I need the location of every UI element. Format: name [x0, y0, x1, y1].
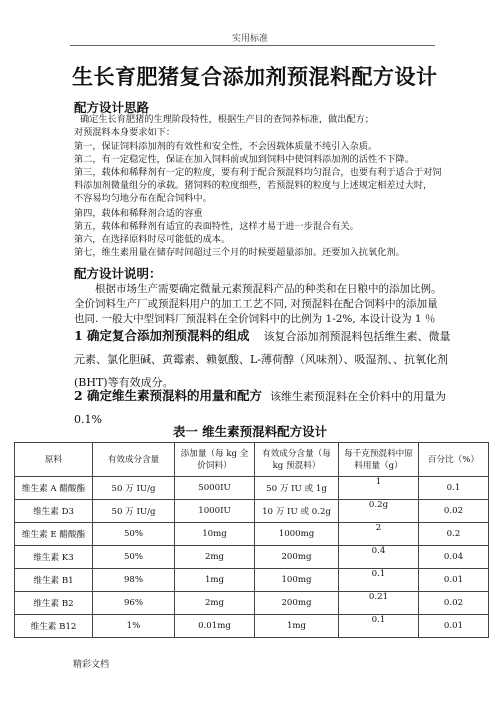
cell-content: 96% [93, 592, 175, 615]
cell-content: 98% [93, 569, 175, 592]
explanation-line: 全价饲料生产厂或预混料用户的加工工艺不同, 对预混料在配合饲料中的添加量 [74, 298, 438, 310]
approach-item: 第二，有一定稳定性，保证在加入饲料前或加到饲料中使饲料添加剂的活性不下降。 [74, 154, 414, 165]
page-footer: 精彩文档 [73, 660, 110, 670]
section-2-line: 0.1% [74, 413, 102, 426]
cell-dose: 0.01mg [175, 615, 255, 638]
cell-percent: 0.02 [419, 500, 489, 523]
cell-percent: 0.1 [419, 477, 489, 500]
cell-content: 50% [93, 523, 175, 546]
section-1-text: 该复合添加剂预混料包括维生素、微量 [263, 330, 451, 343]
column-header-mix-amount: 每千克预混料中原料用量（g） [339, 443, 419, 477]
approach-requirement: 对预混料本身要求如下： [74, 127, 176, 138]
cell-mix-amount: 0.4 [339, 546, 419, 569]
cell-percent: 0.04 [419, 546, 489, 569]
approach-item: 料添加剂微量组分的承载。猪饲料的粒度细些，若预混料的粒度与上述规定相差过大时， [74, 180, 433, 191]
column-header-percent: 百分比（%） [419, 443, 489, 477]
cell-percent: 0.02 [419, 592, 489, 615]
cell-effective: 200mg [255, 592, 339, 615]
table-title: 表一 维生素预混料配方设计 [172, 424, 328, 439]
approach-intro: 确定生长育肥猪的生理阶段特性，根据生产目的查饲养标准，做出配方； [80, 114, 374, 125]
cell-dose: 1000IU [175, 500, 255, 523]
table-row [15, 546, 489, 569]
cell-percent: 0.2 [419, 523, 489, 546]
cell-mix-amount: 0.2g [339, 500, 419, 523]
section-1-line: (BHT)等有效成分。 [74, 376, 174, 389]
table-row [15, 477, 489, 500]
cell-effective: 1mg [255, 615, 339, 638]
explanation-heading: 配方设计说明： [74, 266, 162, 281]
column-header-content: 有效成分含量 [93, 443, 175, 477]
cell-content: 50% [93, 546, 175, 569]
cell-percent: 0.01 [419, 615, 489, 638]
table-row [15, 500, 489, 523]
cell-dose: 2mg [175, 592, 255, 615]
cell-content: 50 万 IU/g [93, 500, 175, 523]
cell-effective: 200mg [255, 546, 339, 569]
document-title: 生长育肥猪复合添加剂预混料配方设计 [72, 64, 438, 89]
cell-name: 维生素 B12 [15, 615, 93, 638]
cell-dose: 1mg [175, 569, 255, 592]
column-header-effective: 有效成分含量（每 kg 预混料） [255, 443, 339, 477]
explanation-paragraph [74, 282, 442, 327]
table-row [15, 523, 489, 546]
approach-item: 第七，维生素用量在储存时间超过三个月的时候要超量添加。还要加入抗氧化剂。 [74, 247, 405, 258]
table-row [15, 615, 489, 638]
cell-mix-amount: 1 [339, 477, 419, 500]
cell-percent: 0.01 [419, 569, 489, 592]
approach-item: 第一，保证饲料添加剂的有效性和安全性，不会因载体质量不纯引入杂质。 [74, 141, 378, 152]
cell-dose: 5000IU [175, 477, 255, 500]
cell-mix-amount: 0.1 [339, 615, 419, 638]
cell-name: 维生素 B2 [15, 592, 93, 615]
section-2-text: 该维生素预混料在全价料中的用量为 [270, 390, 447, 403]
approach-item: 第三，载体和稀释剂有一定的粒度，要有利于配合预混料均匀混合，也要有利于适合于对饲 [74, 167, 442, 178]
approach-heading: 配方设计思路 [74, 100, 150, 115]
table-row [15, 569, 489, 592]
cell-effective: 1000mg [255, 523, 339, 546]
section-1-heading: 1 确定复合添加剂预混料的组成 [74, 328, 250, 343]
table-header-row [15, 443, 489, 477]
header-rule [70, 45, 435, 46]
cell-effective: 50 万 IU 或 1g [255, 477, 339, 500]
approach-item: 第六，在选择原料时尽可能低的成本。 [74, 234, 231, 245]
column-header-dose: 添加量（每 kg 全价饲料） [175, 443, 255, 477]
cell-effective: 100mg [255, 569, 339, 592]
explanation-line: 也同. 一般大中型饲料厂预混料在全价饲料中的比例为 1-2%, 本设计设为 1 ％ [74, 313, 436, 325]
explanation-line: 根据市场生产需要确定微量元素预混料产品的种类和在日粮中的添加比例。 [95, 283, 442, 295]
approach-item: 第五，载体和稀释剂有适宜的表面特性，这样才易于进一步混合有关。 [74, 221, 359, 232]
table-row [15, 592, 489, 615]
cell-dose: 10mg [175, 523, 255, 546]
cell-dose: 2mg [175, 546, 255, 569]
cell-name: 维生素 D3 [15, 500, 93, 523]
approach-item: 不容易均匀地分布在配合饲料中。 [74, 193, 212, 204]
approach-item: 第四，载体和稀释剂合适的容重 [74, 208, 203, 219]
cell-effective: 10 万 IU 或 0.2g [255, 500, 339, 523]
vitamin-premix-table [14, 442, 489, 638]
cell-name: 维生素 E 醋酸酯 [15, 523, 93, 546]
cell-name: 维生素 A 醋酸酯 [15, 477, 93, 500]
cell-mix-amount: 0.1 [339, 569, 419, 592]
cell-content: 50 万 IU/g [93, 477, 175, 500]
column-header-name: 原料 [15, 443, 93, 477]
cell-mix-amount: 2 [339, 523, 419, 546]
cell-name: 维生素 K3 [15, 546, 93, 569]
cell-content: 1% [93, 615, 175, 638]
section-2-heading: 2 确定维生素预混料的用量和配方 [74, 388, 263, 403]
section-1-line: 元素、氯化胆碱、黄霉素、赖氨酸、L-薄荷醇（风味剂）、吸湿剂、、抗氧化剂 [74, 353, 449, 366]
cell-mix-amount: 0.21 [339, 592, 419, 615]
header-label: 实用标准 [231, 34, 268, 44]
cell-name: 维生素 B1 [15, 569, 93, 592]
